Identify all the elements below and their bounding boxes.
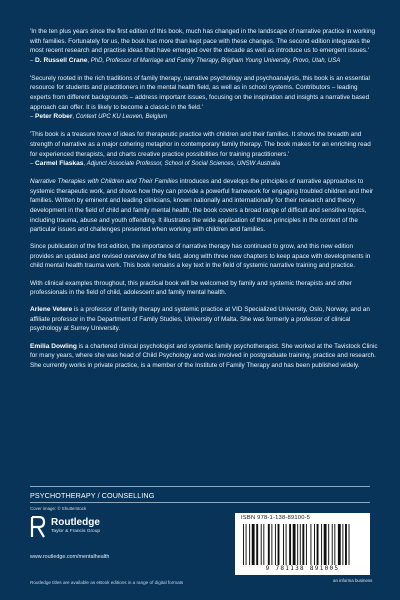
publisher-name: Routledge — [51, 517, 100, 528]
subject-category: PSYCHOTHERAPY / COUNSELLING — [30, 491, 155, 500]
reviewer-affiliation: Context UPC KU Leuven, Belgium — [75, 114, 168, 121]
publisher-subtitle: Taylor & Francis Group — [51, 529, 101, 534]
reviewer-name: Carmel Flaskas — [35, 160, 84, 168]
publisher-url[interactable]: www.routledge.com/mentalhealth — [30, 554, 110, 560]
barcode-bars — [241, 524, 364, 565]
audience-paragraph: With clinical examples throughout, this practical book will be welcomed by family and systemic therapists and other professionals in the field of child, adolescent and family mental health. — [30, 279, 352, 297]
reviewer-name: D. Russell Crane — [35, 56, 88, 64]
isbn-text: ISBN 978-1-138-89100-5 — [241, 515, 311, 521]
routledge-logo-icon — [30, 516, 46, 538]
quote-attribution: – Peter Rober, Context UPC KU Leuven, Belgium — [30, 113, 168, 121]
author-bio-1 — [30, 305, 378, 334]
review-quote-2 — [30, 74, 378, 123]
author-bio-text: is a professor of family therapy and systemic practice at VID Specialized University, Oslo, Norway, and an affiliate professor in the Department of Family Studies, University of Malta. She was formerly a professor of clinical psychology at Surrey University. — [30, 306, 370, 333]
description-body: introduces and develops the principles of narrative approaches to systemic therapeutic work, and shows how they can provide a powerful framework for engaging troubled children and their families. Written by eminent and leading clinicians, known nationally and internationally for their research and theory development in the field of child and family mental health, the book covers a broad range of difficult and sensitive topics, including trauma, abuse and youth offending. It illustrates the wide application of these principles in the context of the particular issues and challenges presented when working with children and families. — [30, 178, 374, 234]
quote-text: 'This book is a treasure trove of ideas for therapeutic practice with children and their families. It shows the breadth and strength of narrative as a major cohering metaphor in contemporary family therapy. The book makes for an enriching read for experienced therapists, and charts creative practice possibilities for training practitioners.' — [30, 131, 371, 158]
cover-image-credit: Cover image: © Shutterstock — [30, 506, 87, 511]
divider-top — [30, 486, 370, 487]
informa-note: an informa business — [333, 578, 373, 583]
ebook-note: Routledge titles are available as eBook editions in a range of digital formats — [30, 580, 184, 585]
barcode-digits: 9 781138 891005 — [265, 565, 340, 572]
review-quote-1 — [30, 27, 378, 66]
review-quote-3 — [30, 130, 378, 169]
book-description — [30, 177, 378, 235]
author-name: Arlene Vetere — [30, 306, 73, 314]
author-name: Emilia Dowling — [30, 342, 77, 350]
reviewer-affiliation: PhD, Professor of Marriage and Family Therapy, Brigham Young University, Provo, Utah, USA — [90, 57, 341, 64]
divider-bottom — [30, 502, 370, 503]
reviewer-name: Peter Rober — [35, 113, 73, 121]
publisher-logo — [30, 516, 140, 540]
quote-attribution: – D. Russell Crane, PhD, Professor of Marriage and Family Therapy, Brigham Young University, Provo, Utah, USA — [30, 56, 341, 64]
edition-paragraph: Since publication of the first edition, the importance of narrative therapy has continued to grow, and this new edition provides an updated and revised overview of the field, along with three new chapters to keep apace with developments in child mental health trauma work. This book remains a key text in the field of systemic narrative training and practice. — [30, 243, 371, 270]
isbn-barcode — [235, 513, 370, 575]
book-title: Narrative Therapies with Children and Their Families — [30, 178, 179, 186]
author-bio-text: is a chartered clinical psychologist and systemic family psychotherapist. She worked at the Tavistock Clinic for many years, where she was head of Child Psychology and was involved in postgraduate training, practice and research. She currently works in private practice, is a member of the Institute of Family Therapy and has been published widely. — [30, 342, 378, 369]
reviewer-affiliation: Adjunct Associate Professor, School of Social Sciences, UNSW Australia — [86, 161, 281, 168]
quote-text: 'Securely rooted in the rich traditions of family therapy, narrative psychology and psychoanalysis, this book is an essential resource for students and practitioners in the mental health field, as well as in school systems. Contributors – leading experts from different backgrounds – address important issues, focusing on the inspiration and insights a narrative based approach can offer. It is likely to become a classic in the field.' — [30, 74, 370, 111]
quote-attribution: – Carmel Flaskas, Adjunct Associate Professor, School of Social Sciences, UNSW Australia — [30, 160, 281, 168]
back-cover-text — [30, 27, 378, 378]
quote-text: 'In the ten plus years since the first edition of this book, much has changed in the landscape of narrative practice in working with families. Fortunately for us, the book has more than kept pace with these changes. The second edition integrates the most recent research and practise ideas that have emerged over the decade as well as introduce us to emergent issues.' — [30, 28, 376, 55]
author-bio-2 — [30, 342, 378, 371]
